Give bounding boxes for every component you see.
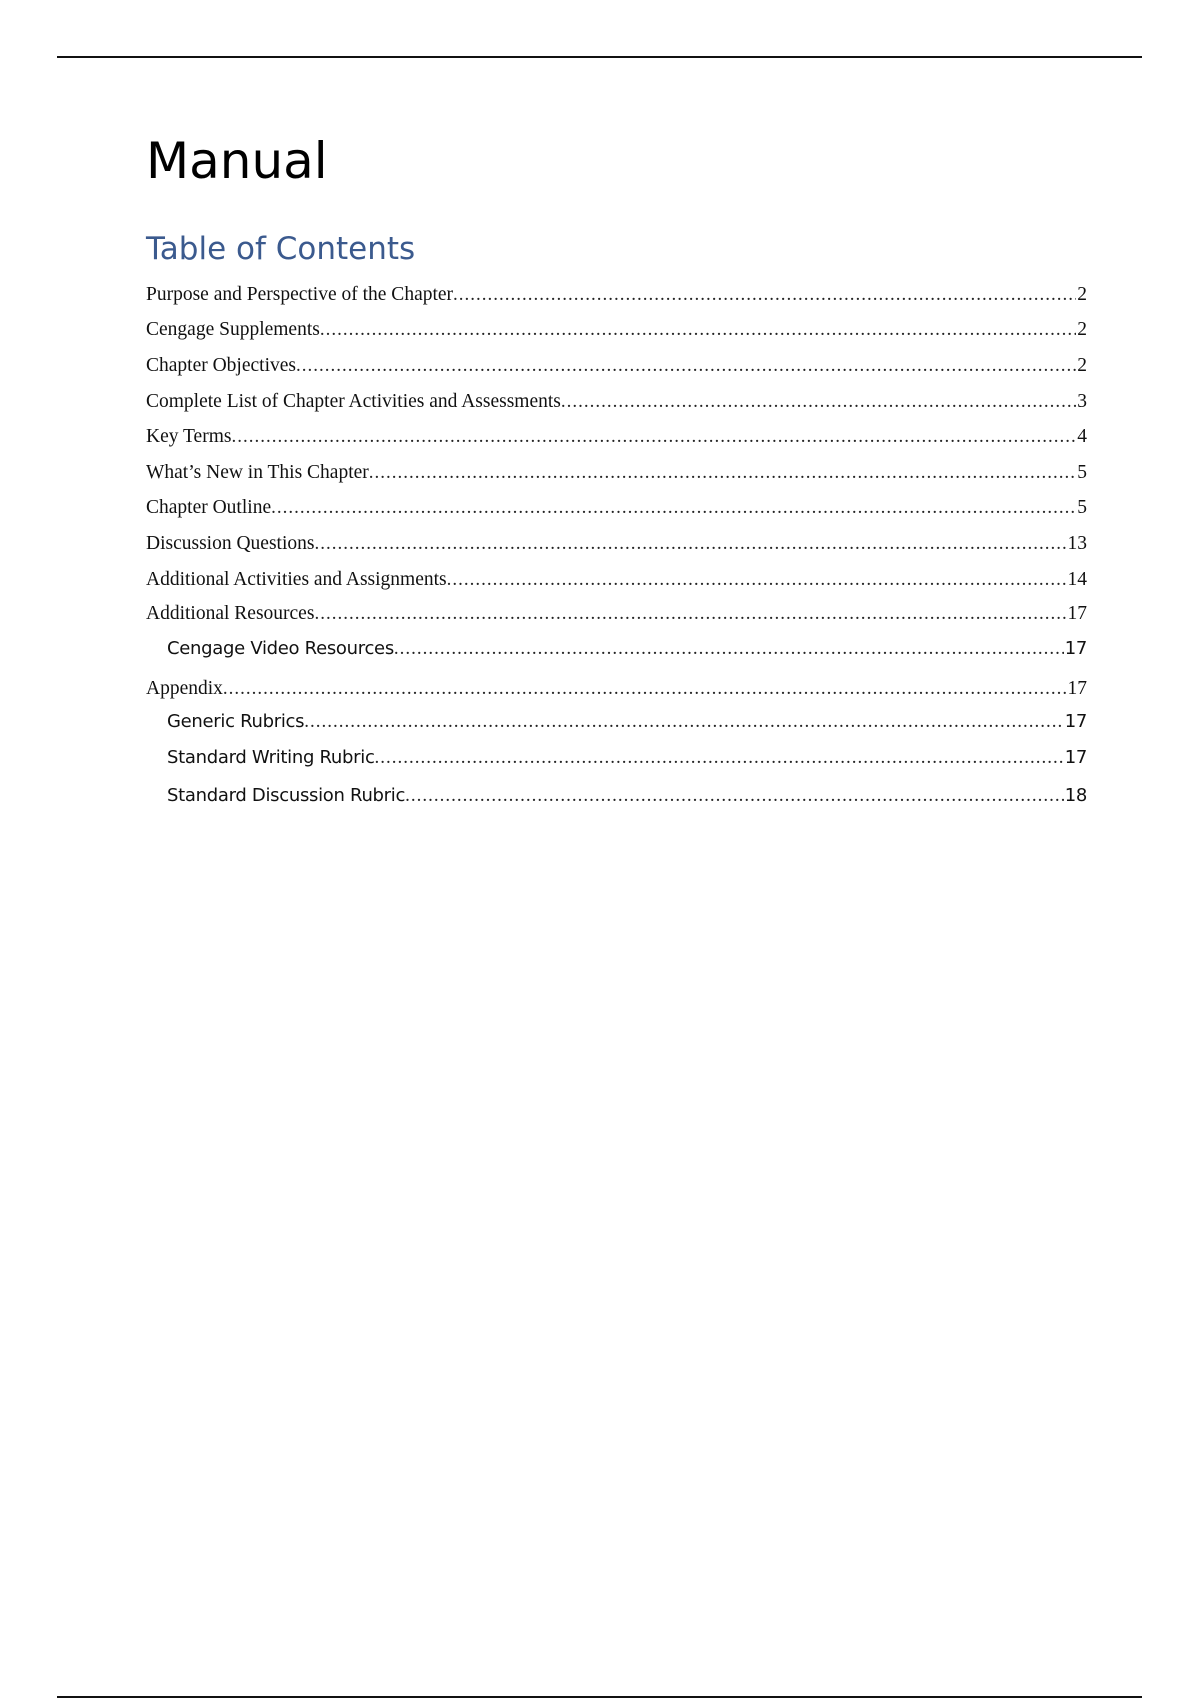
toc-entry-page: 17: [1064, 747, 1087, 768]
toc-entry-page: 2: [1077, 284, 1087, 305]
bottom-rule: [57, 1696, 1142, 1698]
toc-dot-leader: [447, 568, 1067, 592]
toc-entry-label: Standard Writing Rubric: [167, 747, 375, 768]
toc-entry-cengage-supplements[interactable]: [146, 318, 1087, 342]
toc-entry-label: Additional Activities and Assignments: [146, 569, 447, 590]
toc-entry-page: 17: [1064, 638, 1087, 659]
toc-entry-label: Complete List of Chapter Activities and Assessments: [146, 391, 561, 412]
toc-entry-page: 17: [1064, 711, 1087, 732]
toc-entry-label: Discussion Questions: [146, 533, 315, 554]
toc-entry-page: 5: [1077, 497, 1087, 518]
document-title: Manual: [146, 132, 328, 190]
toc-entry-chapter-outline[interactable]: [146, 496, 1087, 520]
toc-dot-leader: [314, 532, 1066, 556]
toc-entry-activities-and-assessments[interactable]: [146, 390, 1087, 414]
toc-dot-leader: [561, 390, 1076, 414]
toc-entry-label: Cengage Supplements: [146, 319, 320, 340]
toc-dot-leader: [296, 354, 1076, 378]
toc-dot-leader: [320, 318, 1076, 342]
toc-entry-page: 4: [1077, 426, 1087, 447]
toc-entry-label: What’s New in This Chapter: [146, 462, 369, 483]
toc-entry-page: 13: [1067, 533, 1087, 554]
toc-entry-page: 2: [1077, 355, 1087, 376]
toc-entry-label: Appendix: [146, 678, 223, 699]
toc-entry-page: 3: [1077, 391, 1087, 412]
toc-entry-page: 5: [1077, 462, 1087, 483]
toc-dot-leader: [271, 496, 1076, 520]
toc-entry-label: Additional Resources: [146, 603, 315, 624]
toc-entry-whats-new[interactable]: [146, 461, 1087, 485]
toc-dot-leader: [231, 425, 1076, 449]
toc-entry-page: 2: [1077, 319, 1087, 340]
toc-entry-chapter-objectives[interactable]: [146, 354, 1087, 378]
toc-dot-leader: [223, 677, 1067, 701]
toc-entry-generic-rubrics[interactable]: [167, 710, 1087, 734]
toc-entry-standard-discussion-rubric[interactable]: [167, 784, 1087, 808]
toc-entry-page: 18: [1064, 785, 1087, 806]
toc-dot-leader: [394, 637, 1064, 661]
toc-entry-discussion-questions[interactable]: [146, 532, 1087, 556]
toc-entry-label: Purpose and Perspective of the Chapter: [146, 284, 454, 305]
toc-entry-key-terms[interactable]: [146, 425, 1087, 449]
toc-entry-page: 14: [1067, 569, 1087, 590]
toc-dot-leader: [405, 784, 1064, 808]
toc-dot-leader: [314, 602, 1066, 626]
toc-entry-cengage-video-resources[interactable]: [167, 637, 1087, 661]
toc-entry-purpose-and-perspective[interactable]: [146, 283, 1087, 307]
toc-heading: Table of Contents: [146, 231, 416, 267]
toc-dot-leader: [375, 746, 1064, 770]
toc-entry-standard-writing-rubric[interactable]: [167, 746, 1087, 770]
toc-entry-label: Standard Discussion Rubric: [167, 785, 406, 806]
toc-entry-page: 17: [1067, 678, 1087, 699]
toc-entry-appendix[interactable]: [146, 677, 1087, 701]
toc-entry-label: Chapter Outline: [146, 497, 272, 518]
toc-dot-leader: [453, 283, 1076, 307]
toc-entry-label: Generic Rubrics: [167, 711, 305, 732]
toc-entry-label: Chapter Objectives: [146, 355, 296, 376]
toc-dot-leader: [369, 461, 1076, 485]
toc-entry-label: Key Terms: [146, 426, 232, 447]
toc-entry-additional-activities[interactable]: [146, 568, 1087, 592]
toc-entry-label: Cengage Video Resources: [167, 638, 394, 659]
toc-dot-leader: [304, 710, 1063, 734]
toc-entry-additional-resources[interactable]: [146, 602, 1087, 626]
toc-entry-page: 17: [1067, 603, 1087, 624]
